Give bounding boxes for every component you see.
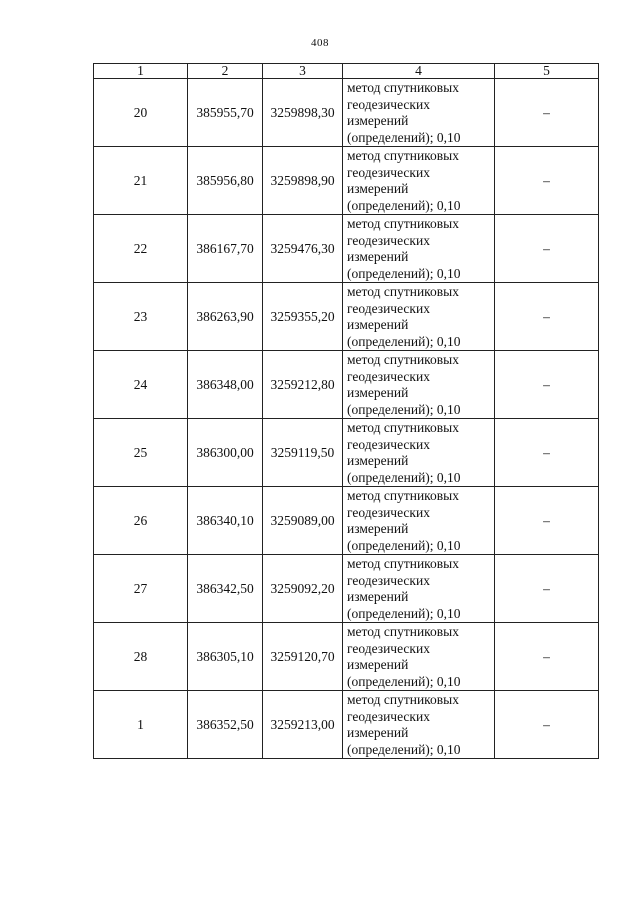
method-cell xyxy=(343,351,495,419)
method-text-line: геодезических xyxy=(347,436,430,452)
table-row xyxy=(94,555,599,623)
header-col-5: 5 xyxy=(495,64,599,79)
point-number-cell: 23 xyxy=(94,283,188,351)
method-text-line: (определений); 0,10 xyxy=(347,605,461,621)
method-text-line: измерений xyxy=(347,453,409,468)
method-text-line: (определений); 0,10 xyxy=(347,333,461,349)
method-text-line: метод спутниковых xyxy=(347,556,459,571)
x-coordinate-cell: 386340,10 xyxy=(188,487,263,555)
method-text-line: метод спутниковых xyxy=(347,80,459,95)
method-text-line: (определений); 0,10 xyxy=(347,401,461,417)
y-coordinate-cell: 3259089,00 xyxy=(263,487,343,555)
method-text-line: геодезических xyxy=(347,232,430,248)
method-text-line: метод спутниковых xyxy=(347,284,459,299)
method-text-line: измерений xyxy=(347,589,409,604)
x-coordinate-cell: 386263,90 xyxy=(188,283,263,351)
note-cell: – xyxy=(495,283,599,351)
point-number-cell: 28 xyxy=(94,623,188,691)
method-text-line: геодезических xyxy=(347,96,430,112)
y-coordinate-cell: 3259212,80 xyxy=(263,351,343,419)
method-text-line: геодезических xyxy=(347,708,430,724)
method-text-line: (определений); 0,10 xyxy=(347,265,461,281)
method-cell xyxy=(343,487,495,555)
coordinates-table xyxy=(93,63,599,759)
x-coordinate-cell: 385956,80 xyxy=(188,147,263,215)
method-text-line: измерений xyxy=(347,113,409,128)
method-cell xyxy=(343,79,495,147)
table-row xyxy=(94,623,599,691)
page-number: 408 xyxy=(311,37,329,49)
method-text-line: измерений xyxy=(347,385,409,400)
note-cell: – xyxy=(495,147,599,215)
x-coordinate-cell: 386342,50 xyxy=(188,555,263,623)
method-text-line: измерений xyxy=(347,657,409,672)
x-coordinate-cell: 386352,50 xyxy=(188,691,263,759)
method-text-line: метод спутниковых xyxy=(347,148,459,163)
header-col-1: 1 xyxy=(94,64,188,79)
table-body xyxy=(94,79,599,759)
method-text-line: метод спутниковых xyxy=(347,420,459,435)
method-text-line: измерений xyxy=(347,317,409,332)
point-number-cell: 26 xyxy=(94,487,188,555)
note-cell: – xyxy=(495,79,599,147)
point-number-cell: 25 xyxy=(94,419,188,487)
y-coordinate-cell: 3259119,50 xyxy=(263,419,343,487)
y-coordinate-cell: 3259355,20 xyxy=(263,283,343,351)
y-coordinate-cell: 3259476,30 xyxy=(263,215,343,283)
table-header xyxy=(94,64,599,79)
y-coordinate-cell: 3259898,30 xyxy=(263,79,343,147)
x-coordinate-cell: 385955,70 xyxy=(188,79,263,147)
y-coordinate-cell: 3259898,90 xyxy=(263,147,343,215)
note-cell: – xyxy=(495,419,599,487)
x-coordinate-cell: 386300,00 xyxy=(188,419,263,487)
table-row xyxy=(94,487,599,555)
table-row xyxy=(94,691,599,759)
point-number-cell: 20 xyxy=(94,79,188,147)
point-number-cell: 21 xyxy=(94,147,188,215)
note-cell: – xyxy=(495,623,599,691)
note-cell: – xyxy=(495,215,599,283)
header-row xyxy=(94,64,599,79)
method-text-line: (определений); 0,10 xyxy=(347,537,461,553)
method-text-line: геодезических xyxy=(347,504,430,520)
method-cell xyxy=(343,555,495,623)
y-coordinate-cell: 3259120,70 xyxy=(263,623,343,691)
method-cell xyxy=(343,691,495,759)
point-number-cell: 24 xyxy=(94,351,188,419)
method-cell xyxy=(343,623,495,691)
table-row xyxy=(94,283,599,351)
point-number-cell: 27 xyxy=(94,555,188,623)
table-row xyxy=(94,215,599,283)
method-text-line: метод спутниковых xyxy=(347,692,459,707)
method-text-line: геодезических xyxy=(347,572,430,588)
method-text-line: (определений); 0,10 xyxy=(347,197,461,213)
table-row xyxy=(94,351,599,419)
point-number-cell: 22 xyxy=(94,215,188,283)
method-text-line: (определений); 0,10 xyxy=(347,673,461,689)
method-text-line: геодезических xyxy=(347,368,430,384)
header-col-4: 4 xyxy=(343,64,495,79)
method-text-line: метод спутниковых xyxy=(347,352,459,367)
method-text-line: (определений); 0,10 xyxy=(347,129,461,145)
note-cell: – xyxy=(495,351,599,419)
table-row xyxy=(94,419,599,487)
method-cell xyxy=(343,419,495,487)
header-col-2: 2 xyxy=(188,64,263,79)
y-coordinate-cell: 3259213,00 xyxy=(263,691,343,759)
method-text-line: метод спутниковых xyxy=(347,624,459,639)
note-cell: – xyxy=(495,691,599,759)
method-cell xyxy=(343,215,495,283)
method-text-line: геодезических xyxy=(347,164,430,180)
method-text-line: геодезических xyxy=(347,640,430,656)
note-cell: – xyxy=(495,555,599,623)
x-coordinate-cell: 386167,70 xyxy=(188,215,263,283)
point-number-cell: 1 xyxy=(94,691,188,759)
method-cell xyxy=(343,283,495,351)
x-coordinate-cell: 386305,10 xyxy=(188,623,263,691)
method-text-line: метод спутниковых xyxy=(347,488,459,503)
method-text-line: измерений xyxy=(347,249,409,264)
method-text-line: измерений xyxy=(347,181,409,196)
method-cell xyxy=(343,147,495,215)
method-text-line: (определений); 0,10 xyxy=(347,741,461,757)
y-coordinate-cell: 3259092,20 xyxy=(263,555,343,623)
table-row xyxy=(94,79,599,147)
method-text-line: измерений xyxy=(347,725,409,740)
table-row xyxy=(94,147,599,215)
header-col-3: 3 xyxy=(263,64,343,79)
method-text-line: измерений xyxy=(347,521,409,536)
method-text-line: метод спутниковых xyxy=(347,216,459,231)
method-text-line: (определений); 0,10 xyxy=(347,469,461,485)
x-coordinate-cell: 386348,00 xyxy=(188,351,263,419)
method-text-line: геодезических xyxy=(347,300,430,316)
note-cell: – xyxy=(495,487,599,555)
